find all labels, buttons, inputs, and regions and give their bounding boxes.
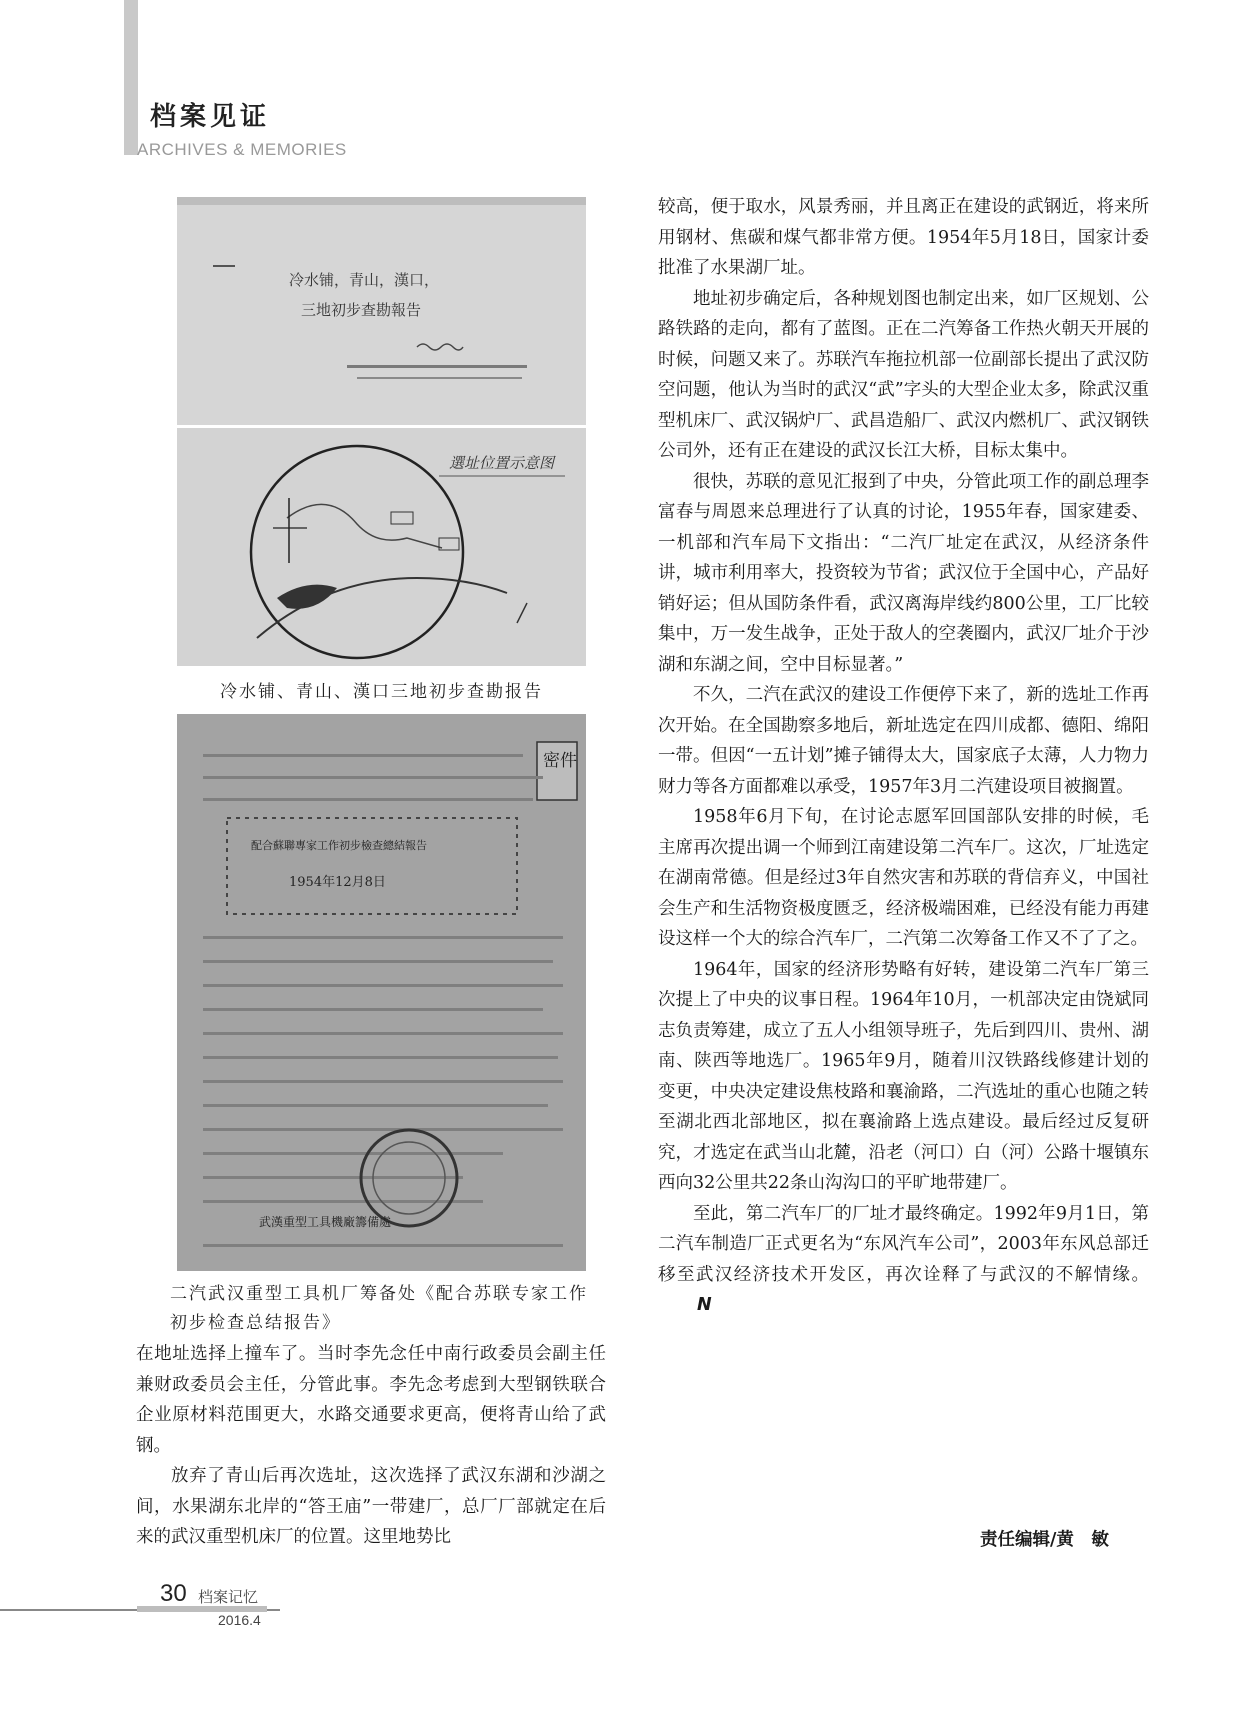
paragraph: 1964年，国家的经济形势略有好转，建设第二汽车厂第三次提上了中央的议事日程。1964年10月，一机部决定由饶斌同志负责筹建，成立了五人小组领导班子，先后到四川、贵州、湖南、陕西等地选厂。1965年9月，随着川汉铁路线修建计划的变更，中央决定建设焦枝路和襄渝路，二汽选址的重心也随之转至湖北西北部地区，拟在襄渝路上选点建设。最后经过反复研究，才选定在武当山北麓，沿老（河口）白（河）公路十堰镇东西向32公里共22条山沟沟口的平旷地带建厂。: [658, 959, 1149, 1193]
section-title: 档案见证: [150, 102, 271, 132]
page-number: 30: [160, 1580, 187, 1607]
summary-report-photo: [177, 714, 586, 1271]
paragraph: 不久，二汽在武汉的建设工作便停下来了，新的选址工作再次开始。在全国勘察多地后，新址选定在四川成都、德阳、绵阳一带。但因“一五计划”摊子铺得太大，国家底子太薄，人力物力财力等各方面都难以承受，1957年3月二汽建设项目被搁置。: [658, 685, 1149, 797]
paragraph-text: 至此，第二汽车厂的厂址才最终确定。1992年9月1日，第二汽车制造厂正式更名为“东风汽车公司”，2003年东风总部迁移至武汉经济技术开发区，再次诠释了与武汉的不解情缘。: [658, 1203, 1149, 1285]
site-location-map: [177, 428, 586, 666]
responsible-editor: 责任编辑/黄 敏: [980, 1530, 1109, 1550]
paragraph: [658, 1199, 1149, 1321]
report-cover-photo: [177, 197, 586, 425]
issue-number: 2016.4: [218, 1612, 261, 1628]
map-title: 選址位置示意图: [449, 454, 555, 472]
figure2-caption: 二汽武汉重型工具机厂筹备处《配合苏联专家工作初步检查总结报告》: [170, 1284, 588, 1333]
summary-report-title: 配合蘇聯專家工作初步檢查總結報告: [251, 839, 427, 852]
secret-stamp: 密件: [543, 751, 577, 771]
paragraph: 地址初步确定后，各种规划图也制定出来，如厂区规划、公路铁路的走向，都有了蓝图。正在二汽筹备工作热火朝天开展的时候，问题又来了。苏联汽车拖拉机部一位副部长提出了武汉防空问题，他认为当时的武汉“武”字头的大型企业太多，除武汉重型机床厂、武汉锅炉厂、武昌造船厂、武汉内燃机厂、武汉钢铁公司外，还有正在建设的武汉长江大桥，目标太集中。: [658, 288, 1149, 461]
header-side-bar: [124, 0, 138, 155]
magazine-name: 档案记忆: [198, 1588, 259, 1606]
report-cover-title-2: 三地初步查勘報告: [301, 301, 422, 319]
left-column-text: [136, 1339, 606, 1553]
paragraph: 1958年6月下旬，在讨论志愿军回国部队安排的时候，毛主席再次提出调一个师到江南建设第二汽车厂。这次，厂址选定在湖南常德。但是经过3年自然灾害和苏联的背信弃义，中国社会生产和生活物资极度匮乏，经济极端困难，已经没有能力再建设这样一个大的综合汽车厂，二汽第二次筹备工作又不了了之。: [658, 807, 1149, 949]
end-mark: N: [697, 1295, 712, 1315]
paragraph: 较高，便于取水，风景秀丽，并且离正在建设的武钢近，将来所用钢材、焦碳和煤气都非常方便。1954年5月18日，国家计委批准了水果湖厂址。: [658, 197, 1149, 278]
paragraph: 很快，苏联的意见汇报到了中央，分管此项工作的副总理李富春与周恩来总理进行了认真的讨论，1955年春，国家建委、一机部和汽车局下文指出：“二汽厂址定在武汉，从经济条件讲，城市利用率大，投资较为节省；武汉位于全国中心，产品好销好运；但从国防条件看，武汉离海岸线约800公里，工厂比较集中，万一发生战争，正处于敌人的空袭圈内，武汉厂址介于沙湖和东湖之间，空中目标显著。”: [658, 471, 1149, 675]
report-cover-title-1: 冷水铺，青山，漢口，: [289, 271, 440, 289]
summary-report-org: 武漢重型工具機廠籌備處: [259, 1215, 392, 1229]
section-subtitle: ARCHIVES & MEMORIES: [137, 140, 347, 159]
figure1-caption: 冷水铺、青山、漢口三地初步查勘报告: [220, 682, 543, 702]
paragraph: 放弃了青山后再次选址，这次选择了武汉东湖和沙湖之间，水果湖东北岸的“答王庙”一带建厂，总厂厂部就定在后来的武汉重型机床厂的位置。这里地势比: [136, 1466, 606, 1547]
paragraph: 在地址选择上撞车了。当时李先念任中南行政委员会副主任兼财政委员会主任，分管此事。李先念考虑到大型钢铁联合企业原材料范围更大，水路交通要求更高，便将青山给了武钢。: [136, 1344, 606, 1456]
summary-report-date: 1954年12月8日: [289, 875, 386, 890]
right-column-text: [658, 192, 1149, 1321]
